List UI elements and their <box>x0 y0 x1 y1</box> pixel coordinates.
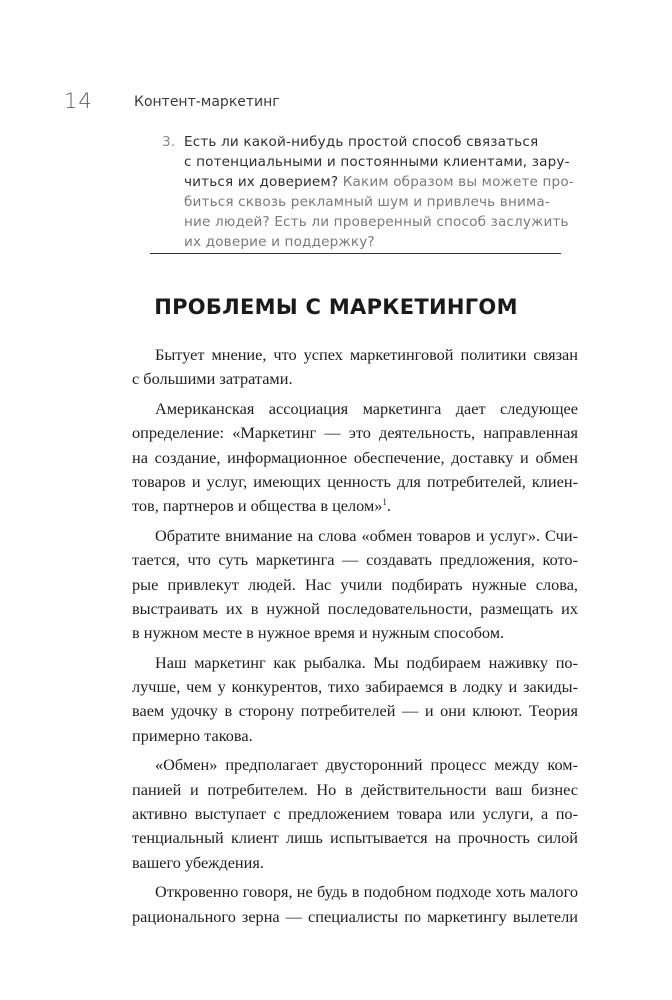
running-head: Контент-маркетинг <box>134 94 280 110</box>
list-text-light: биться сквозь рекламный шум и привлечь внима- <box>184 194 550 210</box>
paragraph-line: с большими затратами. <box>132 369 293 389</box>
paragraph-line: лучше, чем у конкурентов, тихо забираемся в лодку и закиды- <box>132 677 578 697</box>
list-text-dark: Есть ли какой-нибудь простой способ связаться <box>184 134 539 150</box>
paragraph-line: Обратите внимание на слова «обмен товаров и услуг». Счи- <box>155 525 578 545</box>
paragraph-line: на создание, информационное обеспечение, доставку и обмен <box>132 447 578 467</box>
paragraph-line: рационального зерна — специалисты по маркетингу вылетели <box>132 906 578 926</box>
list-text-light: Каким образом вы можете про- <box>342 174 574 190</box>
paragraph-line: примерно такова. <box>132 725 253 745</box>
list-item-line <box>162 212 569 232</box>
paragraph-line: активно выступает с предложением товара или услуги, а по- <box>132 804 578 824</box>
list-item-line <box>162 132 564 152</box>
paragraph-line: тается, что суть маркетинга — создавать предложения, кото- <box>132 550 578 570</box>
paragraph-line: определение: «Маркетинг — это деятельность, направленная <box>132 423 578 443</box>
list-text-dark: с потенциальными и постоянными клиентами, зару- <box>184 154 570 170</box>
paragraph-line: выстраивать их в нужной последовательности, размещать их <box>132 598 578 618</box>
list-item-line <box>162 232 564 252</box>
paragraph-line: панией и потребителем. Но в действительности ваш бизнес <box>132 779 578 799</box>
paragraph-line: Наш маркетинг как рыбалка. Мы подбираем наживку по- <box>155 652 578 672</box>
paragraph-line: тенциальный клиент лишь испытывается на прочность силой <box>132 828 578 848</box>
paragraph-line: вашего убеждения. <box>132 852 264 872</box>
list-item-line <box>162 192 564 212</box>
paragraph-line: Бытует мнение, что успех маркетинговой политики связан <box>155 345 578 364</box>
list-text-dark: читься их доверием? <box>184 174 343 190</box>
list-item-line <box>162 172 574 192</box>
body-text <box>132 343 578 929</box>
list-item-line <box>162 152 570 172</box>
list-item-number: 3. <box>162 134 176 150</box>
paragraph-line: Откровенно говоря, не будь в подобном подходе хоть малого <box>155 882 578 902</box>
paragraph-line-text: тов, партнеров и общества в целом» <box>132 496 383 516</box>
list-text-light: их доверие и поддержку? <box>184 234 375 250</box>
paragraph-line: в нужном месте в нужное время и нужным способом. <box>132 623 505 643</box>
paragraph-line: тов, партнеров и общества в целом»$^1$. <box>132 496 391 516</box>
page-number: 14 <box>64 89 93 113</box>
paragraph-line: рые привлекут людей. Нас учили подбирать нужные слова, <box>132 574 578 594</box>
paragraph-line: «Обмен» предполагает двусторонний процесс между ком- <box>155 755 578 775</box>
footnote-marker[interactable]: 1 <box>382 497 387 508</box>
paragraph-line: Американская ассоциация маркетинга дает следующее <box>155 398 578 418</box>
paragraph-line: товаров и услуг, имеющих ценность для потребителей, клиен- <box>132 471 578 491</box>
separator-rule <box>150 253 561 254</box>
paragraph-line: ваем удочку в сторону потребителей — и они клюют. Теория <box>132 701 578 721</box>
list-text-light: ние людей? Есть ли проверенный способ заслужить <box>184 214 569 230</box>
numbered-list-item <box>162 132 574 252</box>
section-heading: ПРОБЛЕМЫ С МАРКЕТИНГОМ <box>154 295 518 319</box>
